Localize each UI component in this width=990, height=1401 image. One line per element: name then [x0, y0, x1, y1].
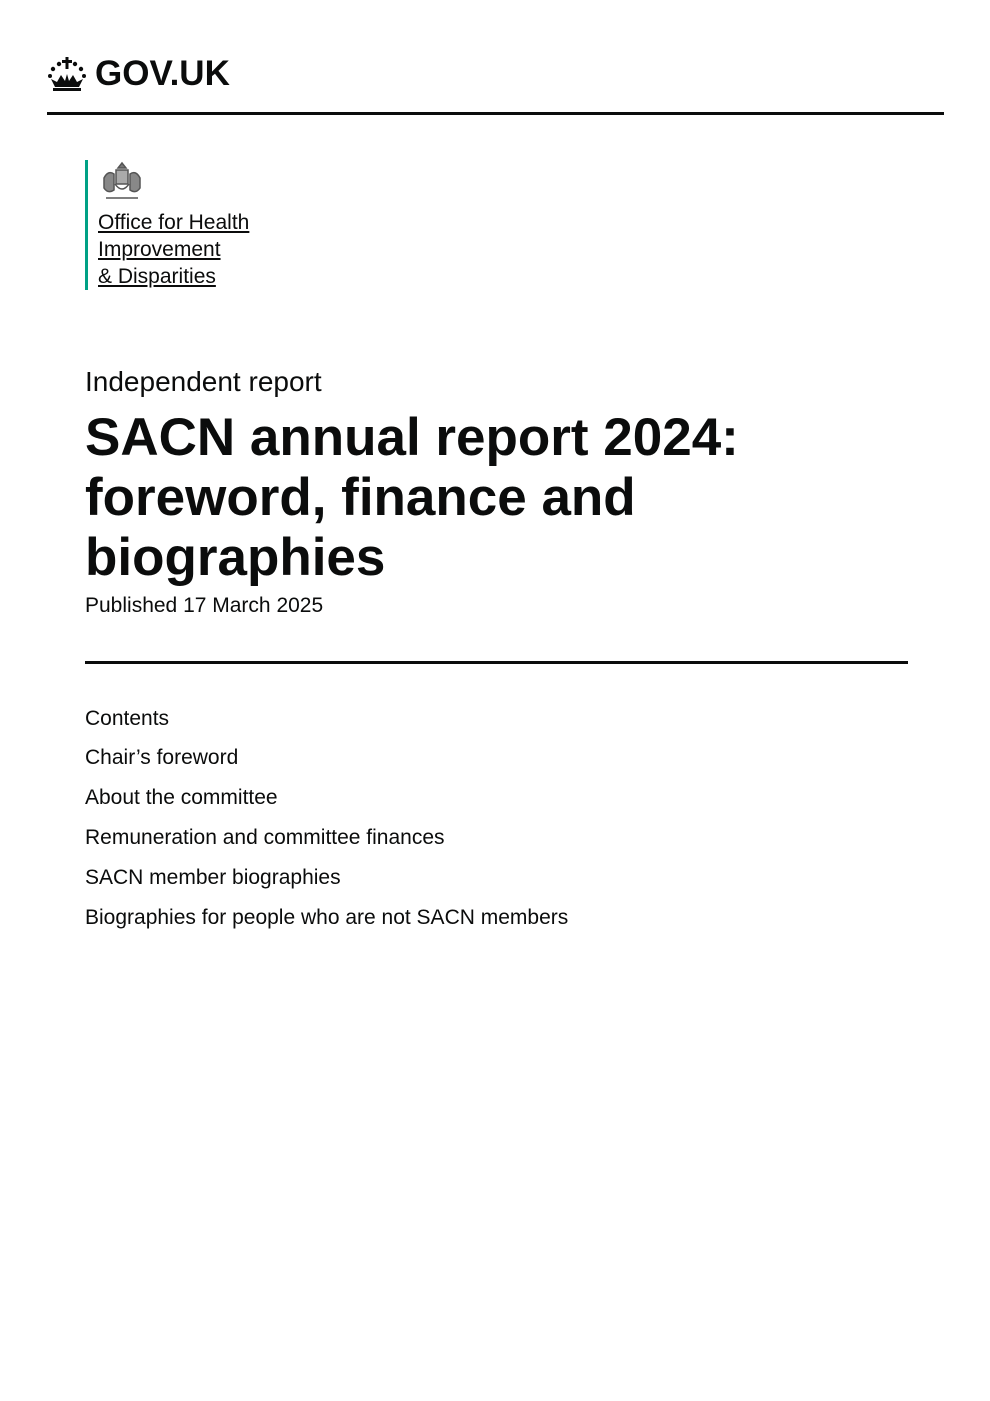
crown-icon: [47, 55, 87, 93]
govuk-logo-text: GOV.UK: [95, 54, 230, 93]
document-type: Independent report: [85, 366, 322, 397]
contents-item: [85, 746, 568, 786]
org-link-line-2[interactable]: Improvement: [98, 238, 221, 261]
page-title: SACN annual report 2024: foreword, finance and biographies: [85, 408, 739, 587]
contents-item: [85, 786, 568, 826]
contents-heading: Contents: [85, 707, 170, 730]
contents-link-non-member-biographies[interactable]: Biographies for people who are not SACN members: [85, 906, 569, 929]
site-header: [47, 54, 944, 115]
org-link-line-3[interactable]: & Disparities: [98, 265, 216, 288]
contents-link-about-committee[interactable]: About the committee: [85, 786, 278, 809]
contents-item: [85, 826, 568, 866]
published-date: Published 17 March 2025: [85, 594, 324, 617]
govuk-logo-link[interactable]: [47, 54, 944, 94]
contents-link-remuneration[interactable]: Remuneration and committee finances: [85, 826, 445, 849]
contents-link-chairs-foreword[interactable]: Chair’s foreword: [85, 746, 239, 769]
organisation-logo: [85, 160, 298, 290]
org-link-line-1[interactable]: Office for Health: [98, 211, 250, 234]
royal-coat-of-arms-icon: [98, 160, 146, 204]
contents-item: [85, 866, 568, 906]
contents-item: [85, 906, 568, 946]
divider: [85, 661, 908, 664]
contents-link-member-biographies[interactable]: SACN member biographies: [85, 866, 341, 889]
contents-list: [85, 707, 568, 946]
